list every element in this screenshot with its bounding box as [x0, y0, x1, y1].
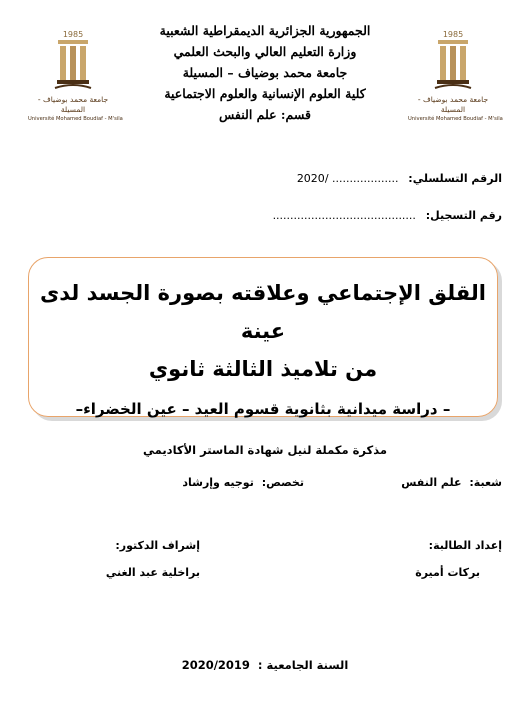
- supervisor-name: براخلية عبد الغني: [105, 566, 200, 579]
- logo-year: 1985: [62, 30, 84, 39]
- header-line-ministry: وزارة التعليم العالي والبحث العلمي: [173, 44, 357, 59]
- branch-label: شعبة:: [469, 476, 502, 489]
- institution-header: [130, 20, 400, 125]
- university-emblem-icon: [433, 28, 473, 94]
- thesis-title: [29, 274, 497, 388]
- university-logo-right: [408, 28, 503, 123]
- logo-caption-ar: جامعة محمد بوضياف - المسيلة: [417, 95, 489, 114]
- academic-year-row: [0, 658, 530, 672]
- header-line-university: جامعة محمد بوضياف – المسيلة: [182, 65, 348, 80]
- branch-row: [401, 476, 502, 489]
- logo-caption-fr: Université Mohamed Boudiaf - M'sila: [408, 116, 503, 122]
- thesis-title-line2: من تلاميذ الثالثة ثانوي: [148, 357, 378, 381]
- specialty-row: [182, 476, 304, 489]
- memo-line: مذكرة مكملة لنيل شهادة الماستر الأكاديمي: [143, 443, 387, 457]
- branch-value: علم النفس: [401, 476, 462, 489]
- registration-number-label: رقم التسجيل:: [425, 209, 502, 222]
- registration-number-value: .........................................: [272, 209, 416, 222]
- logo-year: 1985: [442, 30, 464, 39]
- header-line-republic: الجمهورية الجزائرية الديمقراطية الشعبية: [159, 23, 371, 38]
- university-emblem-icon: [53, 28, 93, 94]
- serial-number-label: الرقم التسلسلي:: [408, 172, 502, 185]
- header-line-department: قسم: علم النفس: [219, 107, 311, 122]
- thesis-title-line1: القلق الإجتماعي وعلاقته بصورة الجسد لدى عينة: [40, 281, 486, 343]
- header-line-faculty: كلية العلوم الإنسانية والعلوم الاجتماعية: [164, 86, 366, 101]
- supervisor-label: إشراف الدكتور:: [115, 539, 200, 552]
- registration-number-row: [273, 209, 502, 222]
- thesis-title-box: [28, 257, 498, 417]
- student-name: بركات أميرة: [415, 566, 480, 579]
- serial-number-row: [297, 172, 502, 185]
- logo-caption-ar: جامعة محمد بوضياف - المسيلة: [37, 95, 109, 114]
- academic-year-label: السنة الجامعية :: [257, 658, 349, 672]
- serial-number-value: ................... /2020: [296, 172, 399, 185]
- prepared-by-label: إعداد الطالبة:: [428, 539, 502, 552]
- logo-caption-fr: Université Mohamed Boudiaf - M'sila: [28, 116, 123, 122]
- specialty-value: توجيه وإرشاد: [182, 476, 254, 489]
- thesis-subtitle: – دراسة ميدانية بثانوية قسوم العيد – عين الخضراء–: [75, 400, 451, 418]
- university-logo-left: [28, 28, 123, 123]
- academic-year-value: 2020/2019: [181, 658, 250, 672]
- specialty-label: تخصص:: [261, 476, 304, 489]
